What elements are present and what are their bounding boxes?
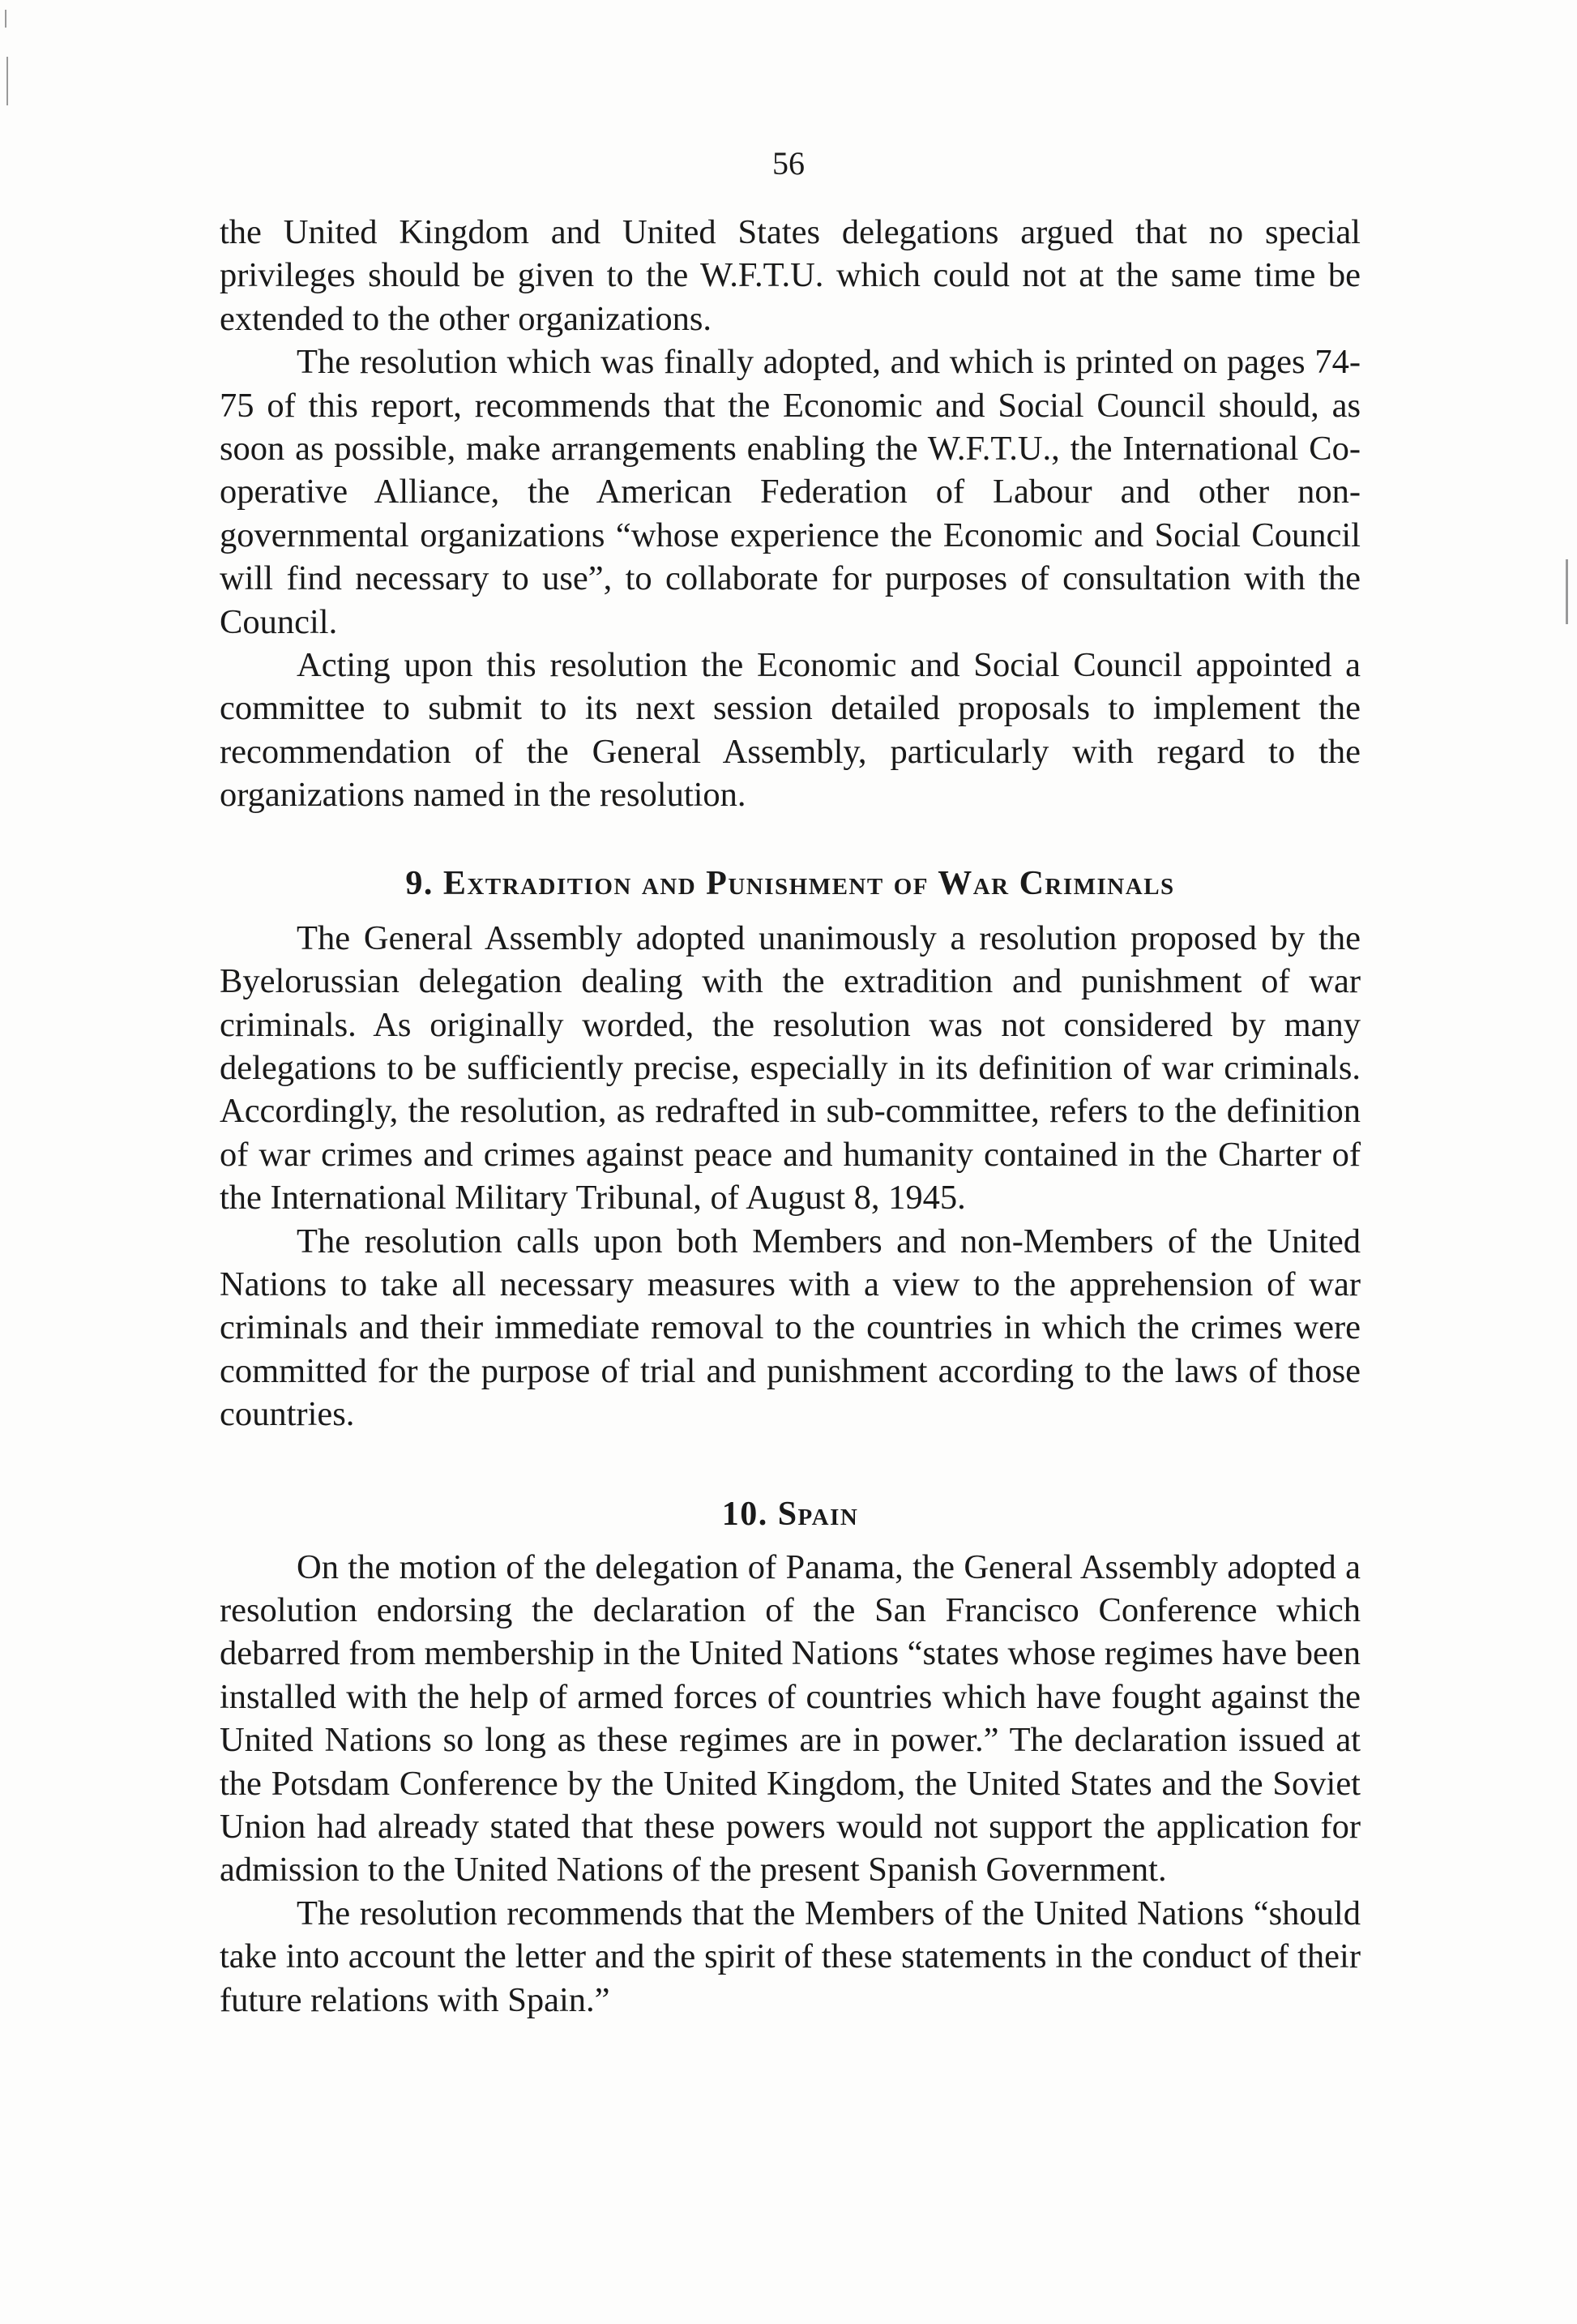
paragraph-continuation: the United Kingdom and United States delegations argued that no special privileges should be given to the W.F.T.U. which could not at the same time be extended to the other organizations. <box>220 213 1361 338</box>
section-heading-spain: 10. Spain <box>721 1495 859 1533</box>
paragraph-war-criminals-measures: The resolution calls upon both Members and non-Members of the United Nations to take all necessary measures with a view to the apprehension of war criminals and their immediate removal to the countries in which the crimes were committed for the purpose of trial and punishment according to the laws of those countries. <box>220 1222 1361 1434</box>
scan-mark-right-mid <box>1566 559 1568 624</box>
text-column <box>220 211 1361 2022</box>
scan-mark-left-top <box>5 10 6 28</box>
paragraph-committee-appointed: Acting upon this resolution the Economic and Social Council appointed a committee to submit to its next session detailed proposals to implement the recommendation of the General Assembly, particularly with regard to the organizations named in the resolution. <box>220 646 1361 815</box>
paragraph-resolution-adopted: The resolution which was finally adopted, and which is printed on pages 74-75 of this report, recommends that the Economic and Social Council should, as soon as possible, make arrangements enabling the W.F.T.U., the International Co-operative Alliance, the American Federation of Labour and other non-governmental organizations “whose experience the Economic and Social Council will find necessary to use”, to collaborate for purposes of consultation with the Council. <box>220 343 1361 641</box>
paragraph-spain-motion: On the motion of the delegation of Panama, the General Assembly adopted a resolution endorsing the declaration of the San Francisco Conference which debarred from membership in the United Nations “states whose regimes have been installed with the help of armed forces of countries which have fought against the United Nations so long as these regimes are in power.” The declaration issued at the Potsdam Conference by the United Kingdom, the United States and the Soviet Union had already stated that these powers would not support the application for admission to the United Nations of the present Spanish Government. <box>220 1547 1361 1890</box>
scan-mark-left-upper <box>6 57 8 105</box>
section-heading-war-criminals: 9. Extradition and Punishment of War Criminals <box>405 864 1175 902</box>
page-number: 56 <box>772 145 805 182</box>
paragraph-spain-recommendation: The resolution recommends that the Members of the United Nations “should take into account the letter and the spirit of these statements in the conduct of their future relations with Spain.” <box>220 1894 1361 2019</box>
paragraph-war-criminals-resolution: The General Assembly adopted unanimously a resolution proposed by the Byelorussian delegation dealing with the extradition and punishment of war criminals. As originally worded, the resolution was not considered by many delegations to be sufficiently precise, especially in its definition of war criminals. Accordingly, the resolution, as redrafted in sub-committee, refers to the definition of war crimes and crimes against peace and humanity contained in the Charter of the International Military Tribunal, of August 8, 1945. <box>220 918 1361 1218</box>
